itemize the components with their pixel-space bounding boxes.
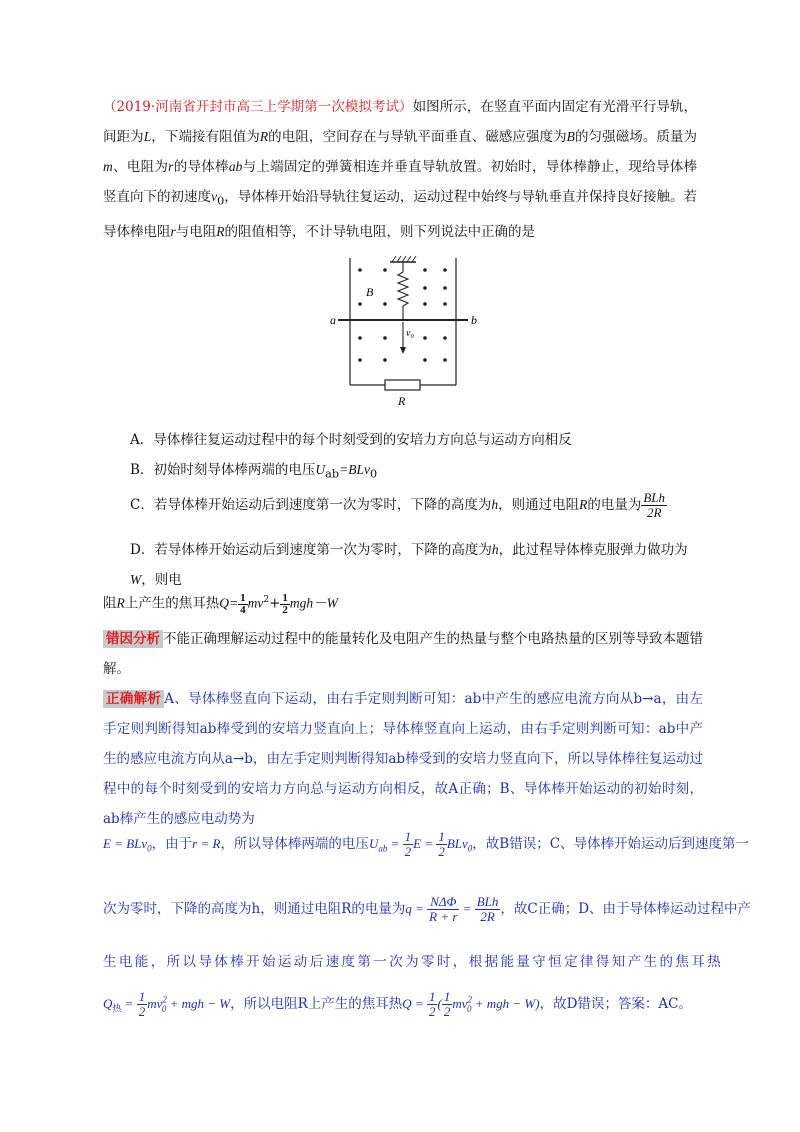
fraction-numerator: 1 <box>282 591 288 604</box>
fraction-BLh-2R <box>641 491 667 520</box>
symbol-r: r <box>168 159 174 174</box>
option-d-text: ，此过程导体棒克服弹力做功为 <box>498 542 688 558</box>
error-analysis-text: 不能正确理解运动过程中的能量转化及电阻产生的热量与整个电路热量的区别等导致本题错解。 <box>103 631 703 677</box>
fraction-1-2 <box>442 990 453 1019</box>
option-d-text: D．若导体棒开始运动后到速度第一次为零时，下降的高度为 <box>130 542 492 558</box>
symbol-Q: Q= <box>219 595 239 611</box>
fraction-denominator: 2 <box>428 1004 436 1019</box>
symbol-R: R <box>579 497 588 512</box>
spring <box>398 262 408 320</box>
fraction-1-2 <box>403 830 414 859</box>
fraction-1-2 <box>280 593 290 616</box>
fraction-denominator: 2 <box>443 1004 451 1019</box>
solution-line-6 <box>103 894 752 924</box>
symbol-v0: v <box>211 189 218 204</box>
symbol-B: B <box>566 129 575 144</box>
solution-text: ，故B错误；C、导体棒开始运动后到速度第一 <box>472 836 750 852</box>
symbol-R: R <box>216 223 225 239</box>
symbol-W: W <box>130 572 142 587</box>
symbol-L: L <box>143 129 152 144</box>
expr-BLv: BLv <box>446 836 468 851</box>
expr-q: q = <box>405 901 428 916</box>
option-b-text: B．初始时刻导体棒两端的电压 <box>130 462 316 478</box>
solution-text: ，故D错误；答案：AC。 <box>539 996 692 1012</box>
error-analysis-tag: 错因分析 <box>103 630 163 648</box>
expr-mv: mv <box>452 996 468 1011</box>
fraction-numerator: NΔΦ <box>427 895 459 910</box>
fraction-1-2 <box>137 990 148 1019</box>
fraction-numerator: 1 <box>240 591 246 604</box>
symbol-v0-sub: 0 <box>217 194 225 208</box>
expr-eq: = <box>459 901 475 916</box>
expr-mv: mv <box>147 996 163 1011</box>
option-d-text: 上产生的焦耳热 <box>124 595 220 612</box>
fraction-numerator: 1 <box>428 989 436 1004</box>
problem-text: 的电阻，空间存在与导轨平面垂直、磁感应强度为 <box>268 129 567 145</box>
fraction-1-4 <box>238 593 248 616</box>
symbol-h: h <box>491 542 499 557</box>
sub-heat: 热 <box>112 1004 122 1015</box>
fraction-numerator: BLh <box>476 894 499 909</box>
fraction-denominator: 2R <box>480 909 495 924</box>
label-B: B <box>366 285 374 299</box>
label-b: b <box>471 313 477 327</box>
fraction-numerator: 1 <box>443 989 451 1004</box>
velocity-arrowhead <box>400 347 406 354</box>
expr-E: E = <box>413 836 437 851</box>
label-v0: v₀ <box>406 328 414 339</box>
option-d-text: 阻 <box>103 595 117 612</box>
option-d-line2: 阻R上产生的焦耳热Q= $\frac{1}{4}$ $mv^2+$ $\frac{1}{2}$ mgh－W <box>103 591 338 616</box>
problem-text: 与电阻 <box>175 223 217 240</box>
option-d-expr: + <box>269 595 281 612</box>
expr-r-eq-R: r = R <box>192 836 221 851</box>
option-c-text: C．若导体棒开始运动后到速度第一次为零时，下降的高度为 <box>130 497 492 513</box>
ceiling-hatch <box>392 256 416 262</box>
option-d-expr: mv <box>247 595 264 611</box>
option-b <box>130 455 700 490</box>
problem-source: （2019·河南省开封市高三上学期第一次模拟考试） <box>103 99 413 115</box>
resistor <box>385 380 420 390</box>
problem-text: 的导体棒 <box>173 159 229 175</box>
option-c-text: 的电量为 <box>587 497 642 513</box>
solution-text: ，由于 <box>151 836 193 852</box>
fraction-denominator: 2 <box>404 844 412 859</box>
symbol-v0-sub: 0 <box>369 467 378 481</box>
problem-statement <box>103 92 697 247</box>
fraction-denominator: 4 <box>240 603 246 616</box>
fraction-1-2 <box>427 990 438 1019</box>
problem-text: 的匀强磁场。质量为 <box>574 129 698 145</box>
fraction-1-2 <box>436 830 447 859</box>
fraction-denominator: 2 <box>438 844 445 859</box>
option-d-expr: mgh－W <box>289 595 338 611</box>
option-c-text: ，则通过电阻 <box>498 497 580 513</box>
problem-text: ，下端接有阻值为 <box>151 129 260 145</box>
correct-solution <box>103 684 703 827</box>
solution-line-8: $Q_热$ = $\frac{1}{2}$ $mv^2_0$ + mgh − W，所以电阻R上产生的焦耳热Q = $\frac{1}{2}$ ( $\frac{1}{2}$ $mv^2_0$ + mgh − W)，故D错误；答案：AC。 <box>103 989 692 1019</box>
symbol-U-sub: ab <box>325 467 340 481</box>
sub-0: 0 <box>147 843 152 854</box>
solution-text: ，故C正确；D、由于导体棒运动过程中产 <box>500 901 752 917</box>
option-a: A．导体棒往复运动过程中的每个时刻受到的安培力方向总与运动方向相反 <box>130 432 572 448</box>
solution-line-5 <box>103 829 750 859</box>
expr-Q: Q = <box>402 996 427 1011</box>
solution-paragraph-1: A、导体棒竖直向下运动，由右手定则判断可知：ab中产生的感应电流方向从b→a，由左手定则判断得知ab棒受到的安培力竖直向上；导体棒竖直向上运动，由右手定则判断可知：ab中产生的感应电流方向从a→b，由左手定则判断得知ab棒受到的安培力竖直向下，所以导体棒往复运动过程中的每个时刻受到的安培力方向总与运动方向相反，故A正确；B、导体棒开始运动的初始时刻，ab棒产生的感应电动势为 <box>103 691 703 827</box>
expr-tail: + mgh − W <box>166 996 231 1011</box>
symbol-R: R <box>259 129 269 144</box>
symbol-r: r <box>170 223 176 239</box>
symbol-h: h <box>491 497 499 512</box>
option-c <box>130 490 700 520</box>
fraction-denominator: R + r <box>429 909 458 924</box>
problem-text: 、电阻为 <box>112 159 169 175</box>
symbol-ab: ab <box>228 159 243 174</box>
fraction-NdPhi <box>427 895 459 924</box>
solution-text: ，所以电阻R上产生的焦耳热 <box>230 996 403 1012</box>
expr-E: E = BLv <box>103 836 148 851</box>
solution-text: 次为零时，下降的高度为h，则通过电阻R的电量为 <box>103 901 406 917</box>
circuit-figure <box>330 250 480 410</box>
option-d-text: ，则电 <box>141 572 182 588</box>
fraction-numerator: 1 <box>138 989 146 1004</box>
fraction-denominator: 2 <box>138 1004 146 1019</box>
symbol-U: U <box>315 462 326 477</box>
correct-solution-tag: 正确解析 <box>103 690 164 708</box>
expr-Q: Q <box>103 996 113 1011</box>
fraction-denominator: 2R <box>646 505 662 520</box>
sub-0: 0 <box>467 843 473 854</box>
fraction-denominator: 2 <box>282 603 288 616</box>
label-R: R <box>398 394 406 408</box>
problem-text: 的阻值相等，不计导轨电阻，则下列说法中正确的是 <box>224 223 536 240</box>
sub-ab: ab <box>378 843 388 854</box>
solution-text: ，所以导体棒两端的电压 <box>220 836 369 852</box>
fraction-BLh-2R <box>475 895 501 924</box>
fraction-numerator: 1 <box>404 829 412 844</box>
expr-eq: = <box>387 836 403 851</box>
problem-text: 如图所示，在竖直平面内固定有光滑平行导轨，间距为 <box>103 99 697 145</box>
solution-line-7: 生电能，所以导体棒开始运动后速度第一次为零时，根据能量守恒定律得知产生的焦耳热 <box>103 954 724 970</box>
expr-eq: = <box>121 996 137 1011</box>
error-analysis <box>103 624 703 684</box>
problem-text: 与上端固定的弹簧相连并垂直导轨放置。初始时，导体棒静止，现给导体棒竖直向下的初速度 <box>103 159 698 205</box>
fraction-numerator: 1 <box>438 829 445 844</box>
expr-U: U <box>368 836 379 851</box>
problem-text: ，导体棒开始沿导轨往复运动，运动过程中始终与导轨垂直并保持良好接触。若导体棒电阻 <box>103 189 698 240</box>
expr-paren: ( <box>437 996 442 1011</box>
option-b-expr: =BLv <box>339 462 370 477</box>
symbol-R: R <box>116 595 125 611</box>
fraction-numerator: BLh <box>643 490 666 505</box>
symbol-m: m <box>103 159 113 174</box>
label-a: a <box>330 313 336 327</box>
expr-tail: + mgh − W) <box>471 996 540 1011</box>
